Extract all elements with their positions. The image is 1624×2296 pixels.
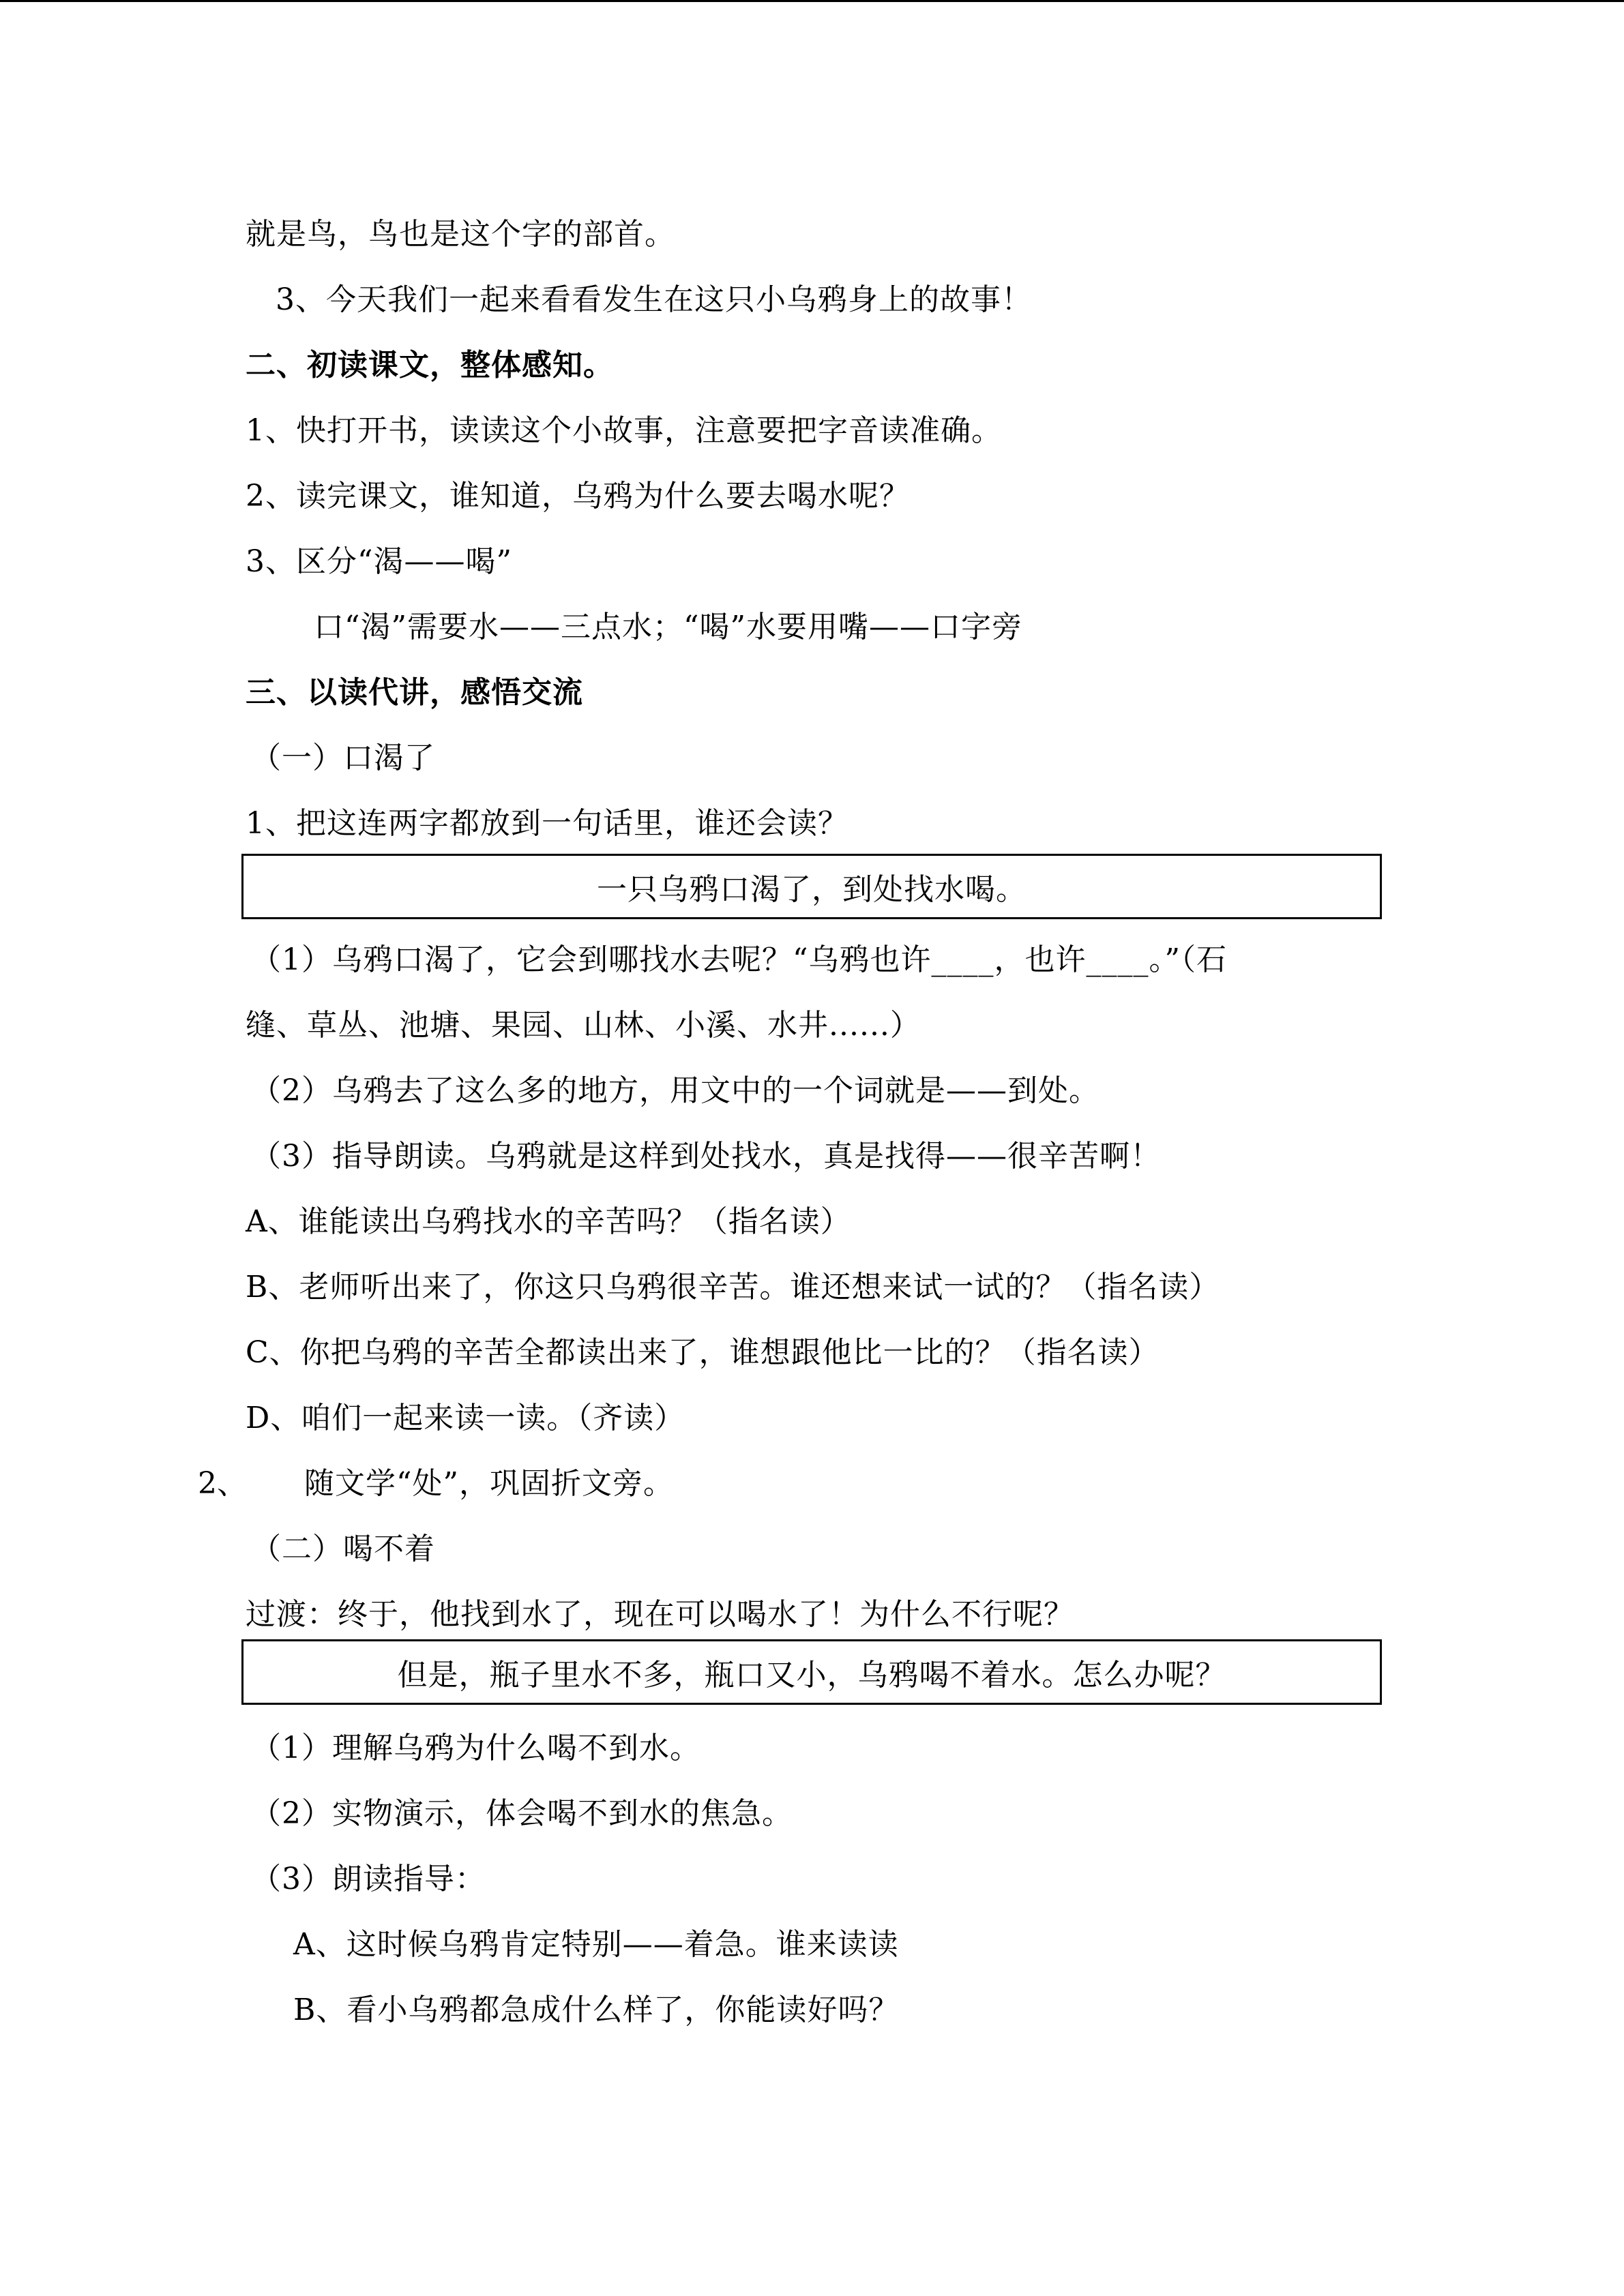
text-line-14: （3）指导朗读。乌鸦就是这样到处找水，真是找得——很辛苦啊！ <box>251 1139 1161 1174</box>
page-top-border <box>0 0 1624 2</box>
text-line-25: A、这时候乌鸦肯定特别——着急。谁来读读 <box>293 1927 899 1962</box>
text-line-10: 1、把这连两字都放到一句话里，谁还会读？ <box>246 806 848 841</box>
text-line-7: 口“渴”需要水——三点水；“喝”水要用嘴——口字旁 <box>314 610 1022 644</box>
highlight-box-2 <box>241 1639 1382 1705</box>
text-line-13: （2）乌鸦去了这么多的地方，用文中的一个词就是——到处。 <box>251 1073 1099 1108</box>
text-line-19: 随文学“处”，巩固折文旁。 <box>304 1466 674 1501</box>
subsection-heading-1: （一）口渴了 <box>251 741 435 775</box>
subsection-heading-2: （二）喝不着 <box>251 1532 435 1566</box>
text-line-5: 2、读完课文，谁知道，乌鸦为什么要去喝水呢？ <box>246 479 910 513</box>
text-line-22: （1）理解乌鸦为什么喝不到水。 <box>251 1731 700 1765</box>
text-line-17: C、你把乌鸦的辛苦全都读出来了，谁想跟他比一比的？（指名读） <box>246 1335 1160 1370</box>
text-line-12: 缝、草丛、池塘、果园、山林、小溪、水井......） <box>246 1008 921 1043</box>
list-number-2: 2、 <box>198 1466 247 1501</box>
text-line-2: 3、今天我们一起来看看发生在这只小乌鸦身上的故事！ <box>276 282 1032 317</box>
highlight-box-1 <box>241 854 1382 919</box>
highlight-box-2-text: 但是，瓶子里水不多，瓶口又小，乌鸦喝不着水。怎么办呢？ <box>397 1658 1226 1693</box>
text-line-4: 1、快打开书，读读这个小故事，注意要把字音读准确。 <box>246 413 1002 448</box>
text-line-11: （1）乌鸦口渴了，它会到哪找水去呢？“乌鸦也许____，也许____。”（石 <box>251 942 1227 977</box>
text-line-6: 3、区分“渴——喝” <box>246 544 512 579</box>
text-line-15: A、谁能读出乌鸦找水的辛苦吗？（指名读） <box>246 1204 851 1239</box>
text-line-21: 过渡：终于，他找到水了，现在可以喝水了！为什么不行呢？ <box>246 1597 1074 1632</box>
text-line-24: （3）朗读指导： <box>251 1862 486 1896</box>
section-heading-3: 三、以读代讲，感悟交流 <box>246 675 583 710</box>
text-line-1: 就是鸟，鸟也是这个字的部首。 <box>246 217 675 252</box>
text-line-26: B、看小乌鸦都急成什么样了，你能读好吗？ <box>293 1993 900 2027</box>
text-line-23: （2）实物演示，体会喝不到水的焦急。 <box>251 1796 793 1831</box>
section-heading-2: 二、初读课文，整体感知。 <box>246 348 614 383</box>
highlight-box-1-text: 一只乌鸦口渴了，到处找水喝。 <box>597 872 1027 907</box>
text-line-16: B、老师听出来了，你这只乌鸦很辛苦。谁还想来试一试的？（指名读） <box>246 1270 1220 1304</box>
text-line-18: D、咱们一起来读一读。（齐读） <box>246 1401 685 1435</box>
